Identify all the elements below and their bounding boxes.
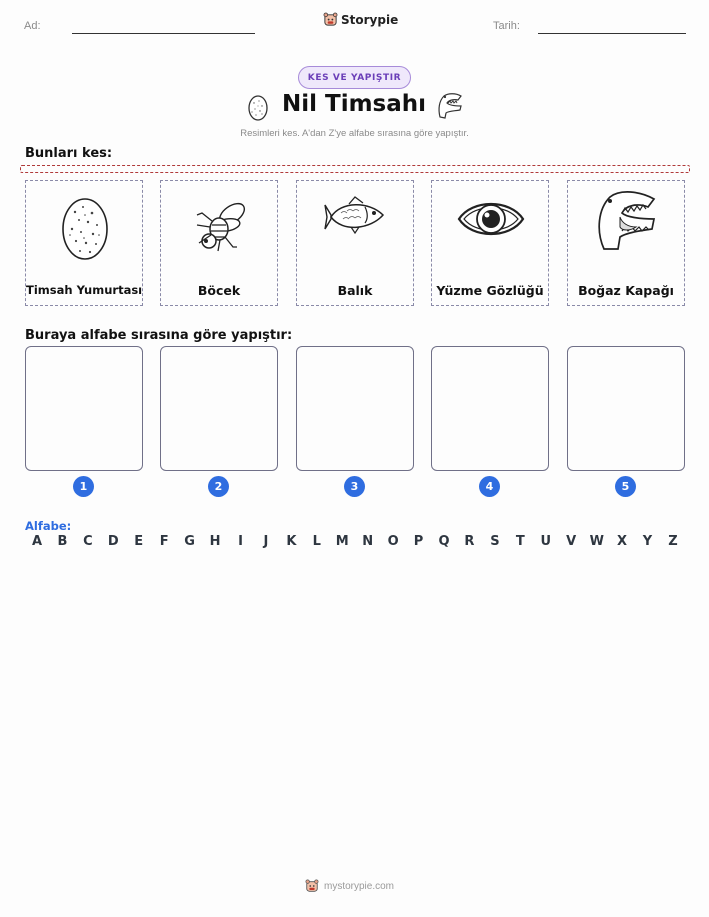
cut-card-label: Boğaz Kapağı — [578, 283, 674, 298]
alphabet-letter: N — [362, 534, 374, 549]
slot-number-3: 3 — [344, 476, 365, 497]
cut-card-eye[interactable] — [431, 180, 549, 306]
alphabet-letter: M — [335, 534, 349, 549]
alphabet-letter: I — [238, 534, 243, 549]
alphabet-letter: K — [286, 534, 297, 549]
footer-url[interactable]: mystorypie.com — [324, 880, 395, 892]
title-row — [0, 91, 709, 123]
alphabet-title: Alfabe: — [25, 519, 72, 533]
fish-icon — [321, 187, 391, 277]
paste-slot-1[interactable] — [25, 346, 143, 471]
alphabet-letter: G — [184, 534, 195, 549]
alphabet-letter: R — [464, 534, 475, 549]
cut-card-egg[interactable] — [25, 180, 143, 306]
slot-number-1: 1 — [73, 476, 94, 497]
instructions: Resimleri kes. A'dan Z'ye alfabe sırasına göre yapıştır. — [240, 128, 469, 139]
alphabet-letter: C — [83, 534, 93, 549]
cut-section-label: Bunları kes: — [25, 146, 113, 161]
alphabet-letter: B — [57, 534, 68, 549]
alphabet-letter: D — [107, 534, 119, 549]
cut-card-crocodile-mouth[interactable] — [567, 180, 685, 306]
alphabet-letter: A — [31, 534, 43, 549]
alphabet-letter: T — [515, 534, 525, 549]
alphabet-letter: U — [540, 534, 552, 549]
paste-slot-3[interactable] — [296, 346, 414, 471]
name-line — [72, 33, 255, 34]
paste-slot-5[interactable] — [567, 346, 685, 471]
cut-card-label: Yüzme Gözlüğü — [436, 283, 544, 298]
egg-icon — [50, 187, 120, 277]
slot-number-4: 4 — [479, 476, 500, 497]
paste-slot-4[interactable] — [431, 346, 549, 471]
alphabet-letter: L — [312, 534, 321, 549]
eye-icon — [456, 187, 526, 277]
alphabet-letter: E — [134, 534, 144, 549]
alphabet-letter: W — [589, 534, 604, 549]
alphabet-letter: Q — [438, 534, 450, 549]
brand-name: Storypie — [341, 12, 399, 27]
crocodile-mouth-icon — [592, 187, 662, 277]
alphabet-letter: J — [263, 534, 269, 549]
cut-card-label: Timsah Yumurtası — [26, 283, 143, 297]
date-line — [538, 33, 686, 34]
slot-number-5: 5 — [615, 476, 636, 497]
cut-card-label: Balık — [337, 283, 373, 298]
paste-section-label: Buraya alfabe sırasına göre yapıştır: — [25, 328, 293, 343]
paste-slot-2[interactable] — [160, 346, 278, 471]
cut-card-fly[interactable] — [160, 180, 278, 306]
slot-number-2: 2 — [208, 476, 229, 497]
name-label: Ad: — [24, 20, 41, 32]
storypie-logo — [323, 12, 398, 27]
alphabet-row — [25, 534, 685, 549]
page-title: Nil Timsahı — [281, 91, 427, 117]
alphabet-letter: Y — [642, 534, 653, 549]
date-label: Tarih: — [493, 20, 520, 32]
alphabet-letter: Z — [668, 534, 678, 549]
alphabet-letter: F — [159, 534, 169, 549]
alphabet-letter: X — [617, 534, 628, 549]
egg-icon — [247, 93, 269, 121]
alphabet-letter: S — [490, 534, 500, 549]
alphabet-letter: H — [209, 534, 221, 549]
cut-line — [20, 165, 690, 173]
footer — [305, 879, 394, 893]
fly-icon — [185, 187, 255, 277]
cut-card-fish[interactable] — [296, 180, 414, 306]
alphabet-letter: V — [566, 534, 577, 549]
storypie-mascot-icon — [323, 12, 338, 27]
cut-card-label: Böcek — [197, 283, 241, 298]
activity-badge: KES VE YAPIŞTIR — [298, 66, 411, 89]
crocodile-mouth-icon — [436, 91, 464, 121]
alphabet-letter: O — [387, 534, 399, 549]
alphabet-letter: P — [413, 534, 424, 549]
storypie-mascot-icon — [305, 879, 319, 893]
